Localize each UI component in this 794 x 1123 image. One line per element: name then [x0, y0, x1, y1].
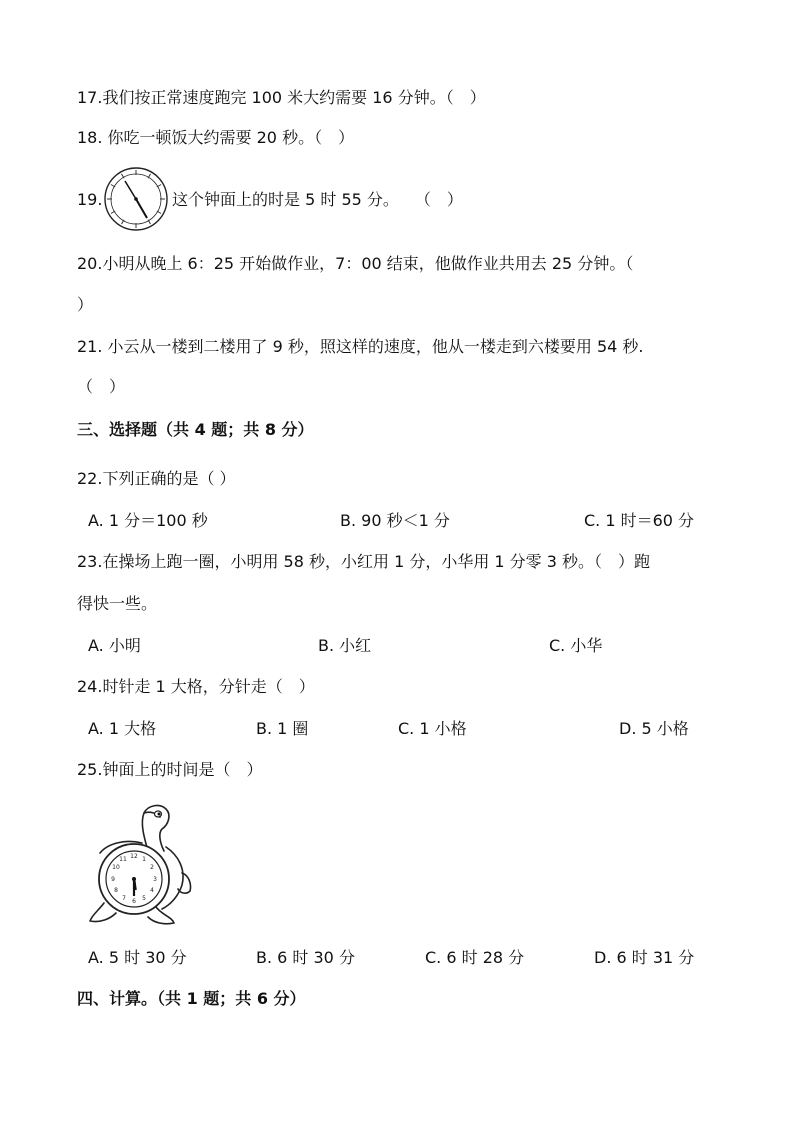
question-20-line-1: 20.小明从晚上 6：25 开始做作业，7：00 结束，他做作业共用去 25 分钟。（	[77, 254, 634, 273]
svg-text:5: 5	[142, 895, 146, 902]
svg-text:3: 3	[153, 876, 157, 883]
question-21-line-2: （ ）	[77, 377, 126, 396]
svg-text:1: 1	[142, 856, 146, 863]
section-3-heading: 三、选择题（共 4 题；共 8 分）	[77, 420, 314, 439]
question-24: 24.时针走 1 大格，分针走（ ）	[77, 677, 315, 696]
turtle-clock-illustration	[86, 803, 194, 925]
q23-option-a[interactable]: A. 小明	[88, 636, 141, 655]
question-20-line-2: ）	[77, 295, 94, 314]
question-23-line-1: 23.在操场上跑一圈，小明用 58 秒，小红用 1 分，小华用 1 分零 3 秒。（ ）跑	[77, 552, 651, 571]
question-19-number: 19.	[77, 190, 103, 209]
q24-option-c[interactable]: C. 1 小格	[398, 719, 467, 738]
question-22: 22.下列正确的是（ ）	[77, 469, 236, 488]
clock-face-icon	[103, 166, 169, 232]
svg-text:8: 8	[114, 887, 118, 894]
svg-text:10: 10	[112, 864, 120, 871]
q24-option-b[interactable]: B. 1 圈	[256, 719, 309, 738]
svg-text:2: 2	[150, 864, 154, 871]
q22-option-c[interactable]: C. 1 时＝60 分	[584, 511, 695, 530]
section-4-heading: 四、计算。（共 1 题；共 6 分）	[77, 989, 306, 1008]
q22-option-b[interactable]: B. 90 秒＜1 分	[340, 511, 450, 530]
svg-text:9: 9	[111, 876, 115, 883]
q25-option-d[interactable]: D. 6 时 31 分	[594, 948, 695, 967]
question-17: 17.我们按正常速度跑完 100 米大约需要 16 分钟。（ ）	[77, 88, 486, 107]
question-21-line-1: 21. 小云从一楼到二楼用了 9 秒，照这样的速度，他从一楼走到六楼要用 54 秒.	[77, 337, 644, 356]
q23-option-b[interactable]: B. 小红	[318, 636, 372, 655]
q25-option-a[interactable]: A. 5 时 30 分	[88, 948, 187, 967]
q25-option-c[interactable]: C. 6 时 28 分	[425, 948, 525, 967]
svg-text:4: 4	[150, 887, 154, 894]
q25-option-b[interactable]: B. 6 时 30 分	[256, 948, 355, 967]
q24-option-a[interactable]: A. 1 大格	[88, 719, 157, 738]
question-25: 25.钟面上的时间是（ ）	[77, 760, 263, 779]
q24-option-d[interactable]: D. 5 小格	[619, 719, 689, 738]
svg-text:12: 12	[130, 853, 138, 860]
q23-option-c[interactable]: C. 小华	[549, 636, 603, 655]
svg-text:11: 11	[119, 856, 127, 863]
q22-option-a[interactable]: A. 1 分＝100 秒	[88, 511, 208, 530]
question-19-text: 这个钟面上的时是 5 时 55 分。 （ ）	[172, 190, 463, 209]
svg-text:6: 6	[132, 898, 136, 905]
question-23-line-2: 得快一些。	[77, 594, 158, 613]
svg-text:7: 7	[122, 895, 126, 902]
question-18: 18. 你吃一顿饭大约需要 20 秒。（ ）	[77, 128, 355, 147]
